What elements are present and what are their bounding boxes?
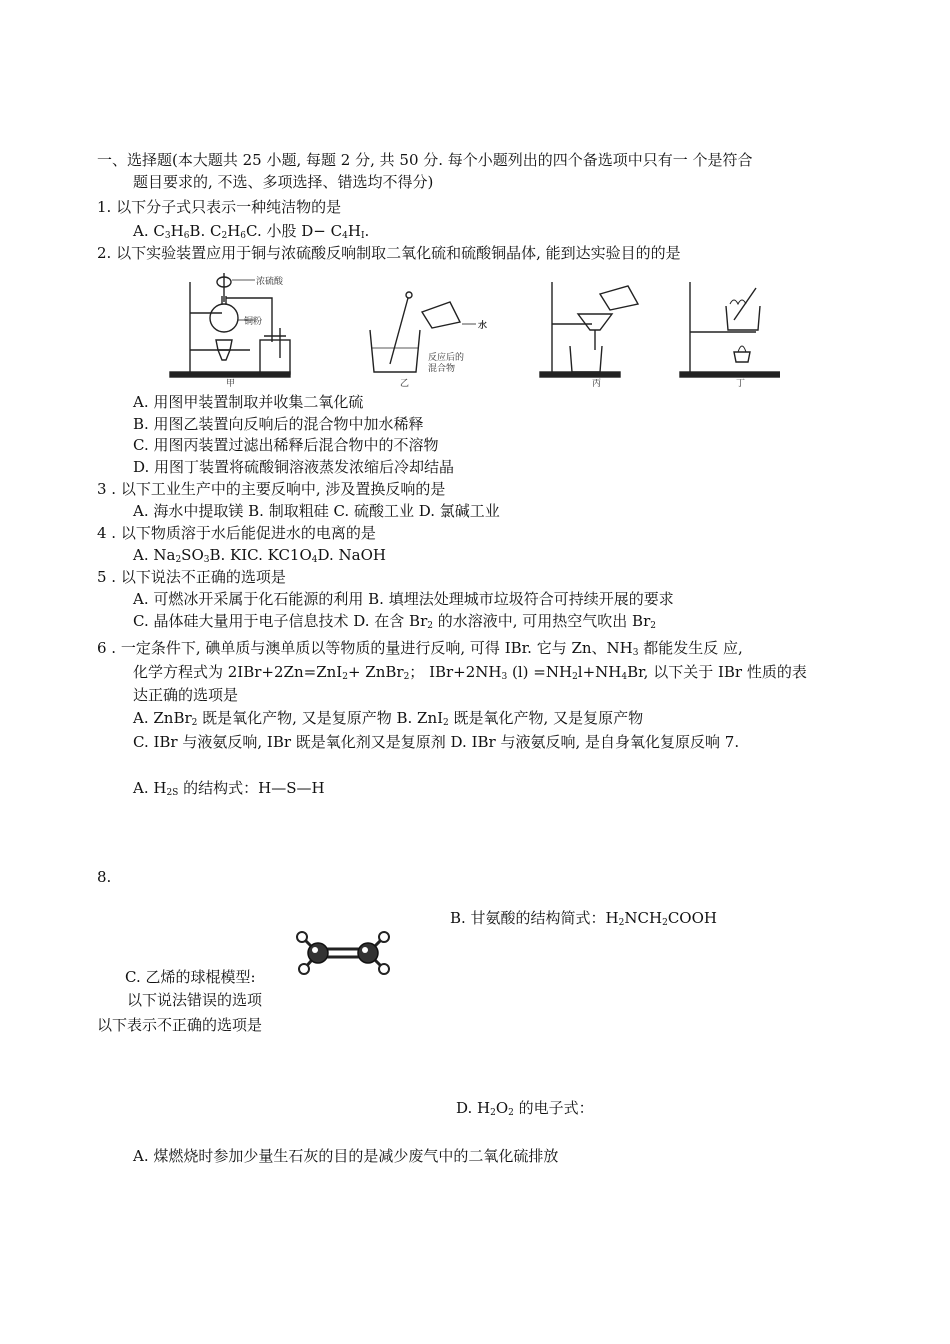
q2-option-d: D. 用图丁装置将硫酸铜溶液蒸发浓缩后冷却结晶 [133, 458, 455, 476]
label-copper: 铜粉 [244, 317, 263, 327]
q2-option-b: B. 用图乙装置向反响后的混合物中加水稀释 [133, 415, 424, 433]
apparatus-yi [370, 292, 487, 389]
q8-option-a: A. 煤燃烧时参加少量生石灰的目的是减少废气中的二氧化硫排放 [133, 1147, 559, 1165]
q3-options: A. 海水中提取镁 B. 制取粗硅 C. 硫酸工业 D. 氯碱工业 [133, 502, 500, 520]
apparatus-bing [540, 282, 638, 389]
q5-options-line2: C. 晶体硅大量用于电子信息技术 D. 在含 $Br_2$ 的水溶液中, 可用热空气吹出 $Br_2$ [133, 612, 656, 631]
q7-option-b: B. 甘氨酸的结构简式：$H_2NCH_2COOH$ [450, 909, 717, 928]
q6-stem-end: 达正确的选项是 [133, 686, 239, 704]
section-heading-line1: 一、选择题(本大题共 25 小题, 每题 2 分, 共 50 分. 每个小题列出的四个备选项中只有一 个是符合 [97, 151, 753, 169]
q8-stem-wrong: 以下说法错误的选项 [127, 991, 263, 1009]
q4-stem: 4 . 以下物质溶于水后能促进水的电离的是 [97, 524, 376, 542]
apparatus-ding [680, 282, 780, 389]
label-water: 水 [478, 321, 488, 331]
q8-number: 8. [97, 868, 112, 886]
cap-jia: 甲 [226, 379, 236, 389]
q2-stem: 2. 以下实验装置应用于铜与浓硫酸反响制取二氧化硫和硫酸铜晶体, 能到达实验目的的是 [97, 244, 681, 262]
q4-options: A. $Na_2SO_3B$. KIC. $KC1O_4D$. NaOH [133, 546, 386, 565]
q7-option-c: C. 乙烯的球棍模型: [125, 968, 256, 986]
q5-options-line1: A. 可燃冰开采属于化石能源的利用 B. 填埋法处理城市垃圾符合可持续开展的要求 [133, 590, 674, 608]
q1-options: A. $C_3H_6B$. $C_2H_6C$. 小股 $D- C_4H_I$. [133, 222, 370, 241]
q6-options-cd: C. IBr 与液氨反响, IBr 既是氧化剂又是复原剂 D. IBr 与液氨反响, 是自身氧化复原反响 7. [133, 733, 740, 751]
cap-ding: 丁 [736, 379, 746, 389]
section-heading-line2: 题目要求的, 不选、多项选择、错选均不得分) [133, 173, 434, 191]
q3-stem: 3 . 以下工业生产中的主要反响中, 涉及置换反响的是 [97, 480, 446, 498]
q2-option-c: C. 用图丙装置过滤出稀释后混合物中的不溶物 [133, 436, 439, 454]
q7-stem-incorrect: 以下表示不正确的选项是 [97, 1016, 263, 1034]
apparatus-jia [170, 273, 290, 389]
cap-yi: 乙 [400, 379, 410, 389]
label-acid: 浓硫酸 [256, 277, 284, 287]
q5-stem: 5 . 以下说法不正确的选项是 [97, 568, 286, 586]
label-mixture-1: 反应后的 [428, 353, 465, 363]
q2-apparatus-figure [160, 268, 780, 390]
q6-stem: 6 . 一定条件下, 碘单质与澳单质以等物质的量进行反响, 可得 IBr. 它与 Zn、$NH_3$ 都能发生反 应, [97, 639, 743, 658]
ethylene-ball-stick-model [290, 925, 400, 979]
q1-stem: 1. 以下分子式只表示一种纯洁物的是 [97, 198, 342, 216]
q2-option-a: A. 用图甲装置制取并收集二氧化硫 [133, 393, 364, 411]
label-mixture-2: 混合物 [428, 364, 456, 374]
q6-options-ab: A. ZnBr$_2$ 既是氧化产物, 又是复原产物 B. ZnI$_2$ 既是氧化产物, 又是复原产物 [133, 709, 644, 728]
q7-option-d: D. $H_2O_2$ 的电子式： [456, 1099, 594, 1118]
q7-option-a: A. $H_{2S}$ 的结构式：H—S—H [133, 779, 325, 798]
cap-bing: 丙 [592, 379, 602, 389]
q6-equations: 化学方程式为 2IBr+2Zn=ZnI$_2$+ ZnBr$_2$； $IBr+2NH_3$ $(l) =NH_2l+NH_4Br$, 以下关于 IBr 性质的表 [133, 663, 807, 682]
